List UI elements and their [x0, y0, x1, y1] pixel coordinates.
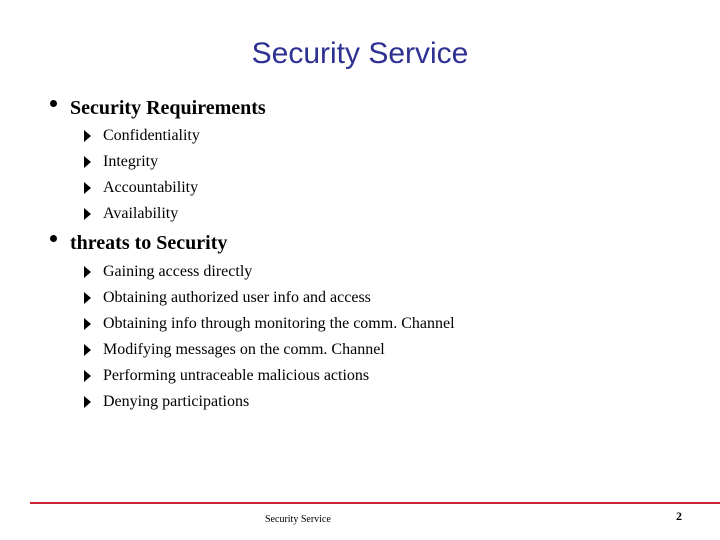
list-item-text: Availability [103, 205, 179, 222]
triangle-bullet-icon [84, 292, 91, 304]
list-item-text: Obtaining info through monitoring the comm. Channel [103, 315, 455, 332]
triangle-bullet-icon [84, 370, 91, 382]
triangle-bullet-icon [84, 182, 91, 194]
bullet-dot-icon [50, 100, 57, 107]
list-item-text: Denying participations [103, 393, 250, 410]
triangle-bullet-icon [84, 130, 91, 142]
list-item-text: Integrity [103, 153, 159, 170]
list-item-text: Obtaining authorized user info and access [103, 289, 371, 306]
triangle-bullet-icon [84, 344, 91, 356]
triangle-bullet-icon [84, 156, 91, 168]
footer-title: Security Service [265, 514, 331, 525]
footer-divider [30, 502, 720, 504]
triangle-bullet-icon [84, 208, 91, 220]
list-item-text: Modifying messages on the comm. Channel [103, 341, 385, 358]
bullet-dot-icon [50, 235, 57, 242]
list-item-text: Performing untraceable malicious actions [103, 367, 370, 384]
section-heading-label: Security Requirements [70, 97, 266, 119]
triangle-bullet-icon [84, 318, 91, 330]
page-number: 2 [676, 509, 682, 523]
triangle-bullet-icon [84, 266, 91, 278]
slide-title: Security Service [251, 37, 469, 70]
list-item-text: Accountability [103, 179, 199, 196]
list-item-text: Gaining access directly [103, 263, 253, 280]
triangle-bullet-icon [84, 396, 91, 408]
list-item-text: Confidentiality [103, 127, 200, 144]
section-heading-label: threats to Security [70, 232, 228, 254]
